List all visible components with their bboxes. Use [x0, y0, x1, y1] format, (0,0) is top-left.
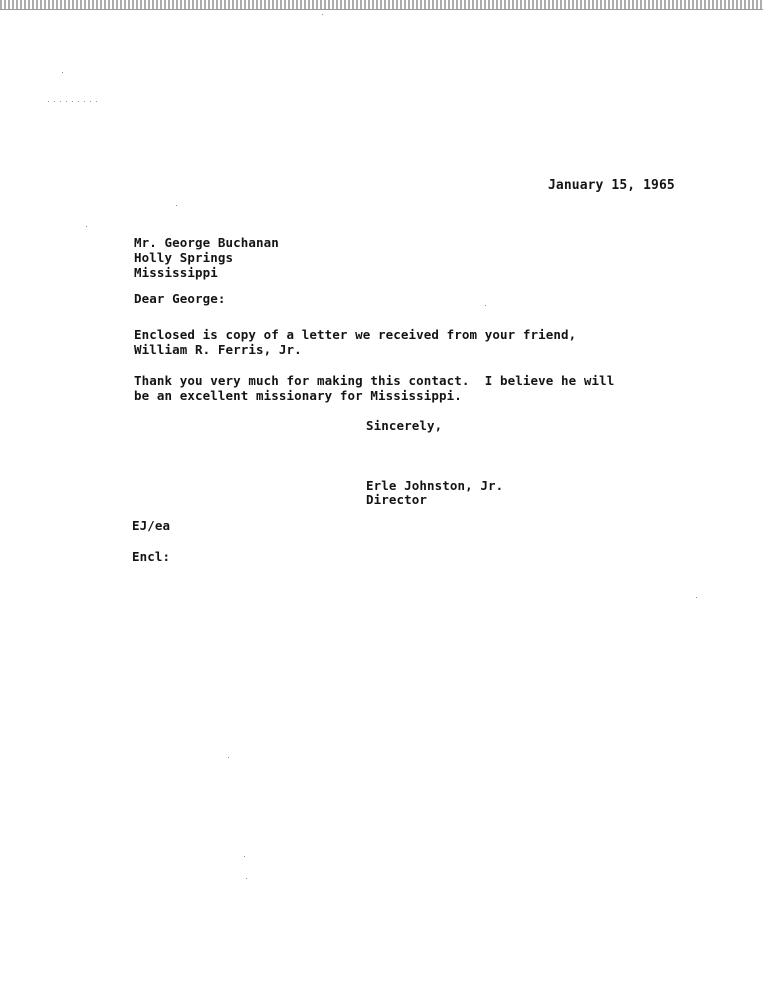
scan-speck — [244, 856, 245, 857]
scan-speck — [485, 305, 486, 306]
enclosure-notation: Encl: — [132, 549, 171, 564]
scan-speck — [696, 597, 697, 598]
paragraph-line: Enclosed is copy of a letter we received from your friend, — [134, 327, 577, 342]
scan-speck — [246, 878, 247, 879]
salutation: Dear George: — [134, 291, 226, 306]
scan-speck — [322, 14, 323, 15]
recipient-name: Mr. George Buchanan — [134, 235, 279, 250]
recipient-city: Holly Springs — [134, 250, 234, 265]
paragraph-line: Thank you very much for making this contact. I believe he will — [134, 373, 615, 388]
scan-speck — [86, 226, 87, 227]
page-top-edge — [0, 0, 763, 9]
paragraph-line: William R. Ferris, Jr. — [134, 342, 302, 357]
reference-initials: EJ/ea — [132, 518, 171, 533]
signer-name: Erle Johnston, Jr. — [366, 478, 504, 493]
page-top-border — [0, 9, 763, 10]
letter-date: January 15, 1965 — [548, 178, 675, 193]
scan-speck — [48, 101, 98, 102]
recipient-state: Mississippi — [134, 265, 218, 280]
paragraph-line: be an excellent missionary for Mississippi. — [134, 388, 462, 403]
complimentary-close: Sincerely, — [366, 418, 443, 433]
signer-title: Director — [366, 492, 428, 507]
scan-speck — [176, 205, 177, 206]
scan-speck — [228, 757, 229, 758]
scan-speck — [62, 72, 63, 73]
